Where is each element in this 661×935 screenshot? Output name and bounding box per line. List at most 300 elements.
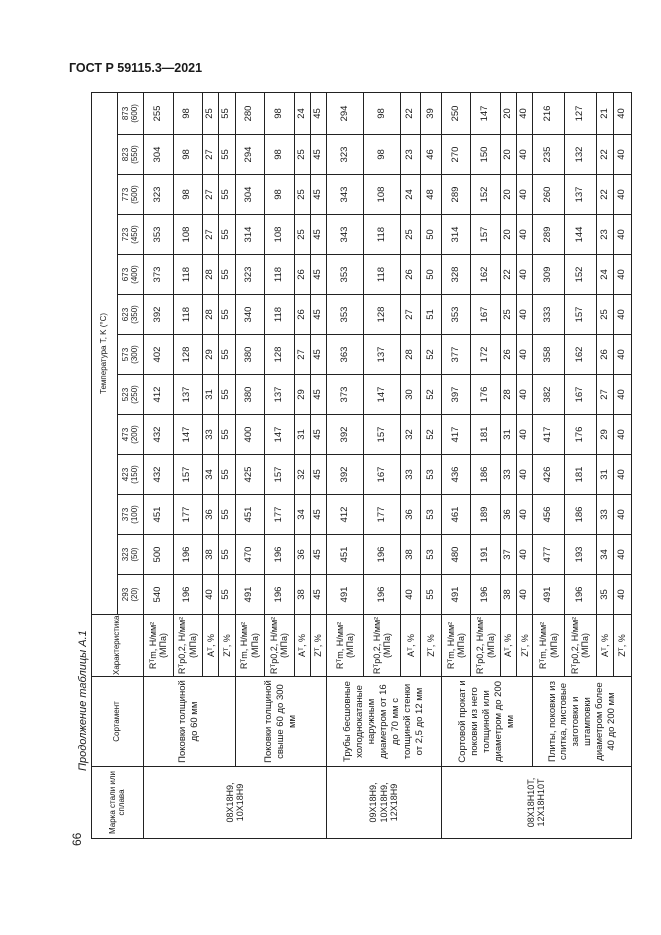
value-cell: 52 [421,335,441,375]
value-cell: 196 [364,535,401,575]
value-cell: 176 [565,415,597,455]
value-cell: 27 [596,375,613,415]
value-cell: 32 [401,415,421,455]
value-cell: 157 [471,215,501,255]
value-cell: 26 [401,255,421,295]
value-cell: 26 [500,335,516,375]
value-cell: 31 [294,415,310,455]
sortament-cell: Поковки толщиной свыше 60 до 300 мм [235,677,327,767]
rotated-table-container [91,93,632,839]
temp-header: 823 (550) [118,135,144,175]
characteristic-cell: Zᵀ, % [517,615,533,677]
value-cell: 33 [500,455,516,495]
value-cell: 491 [533,575,565,615]
value-cell: 39 [421,92,441,134]
value-cell: 392 [327,415,364,455]
value-cell: 373 [327,375,364,415]
value-cell: 40 [401,575,421,615]
value-cell: 118 [364,255,401,295]
value-cell: 402 [144,335,174,375]
value-cell: 118 [364,215,401,255]
temp-header: 473 (200) [118,415,144,455]
value-cell: 260 [533,175,565,215]
value-cell: 45 [310,335,326,375]
value-cell: 328 [441,255,471,295]
value-cell: 45 [310,415,326,455]
value-cell: 55 [219,135,235,175]
value-cell: 255 [144,92,174,134]
characteristic-cell: Rᵀm, Н/мм² (МПа) [235,615,265,677]
value-cell: 186 [471,455,501,495]
value-cell: 181 [565,455,597,495]
value-cell: 34 [203,455,219,495]
value-cell: 451 [235,495,265,535]
value-cell: 425 [235,455,265,495]
value-cell: 128 [265,335,295,375]
value-cell: 157 [364,415,401,455]
value-cell: 40 [517,295,533,335]
table-row [533,92,565,838]
value-cell: 491 [327,575,364,615]
characteristic-cell: Rᵀp0,2, Н/мм² (МПа) [565,615,597,677]
value-cell: 309 [533,255,565,295]
value-cell: 343 [327,175,364,215]
value-cell: 98 [265,135,295,175]
value-cell: 177 [265,495,295,535]
characteristic-cell: Zᵀ, % [614,615,632,677]
value-cell: 323 [235,255,265,295]
characteristic-cell: Zᵀ, % [310,615,326,677]
value-cell: 40 [517,495,533,535]
value-cell: 52 [421,415,441,455]
characteristic-cell: Aᵀ, % [401,615,421,677]
value-cell: 33 [203,415,219,455]
value-cell: 363 [327,335,364,375]
value-cell: 152 [471,175,501,215]
value-cell: 40 [614,255,632,295]
value-cell: 108 [265,215,295,255]
value-cell: 270 [441,135,471,175]
value-cell: 20 [500,215,516,255]
value-cell: 358 [533,335,565,375]
value-cell: 29 [203,335,219,375]
value-cell: 40 [614,135,632,175]
table-row [327,92,364,838]
value-cell: 137 [265,375,295,415]
value-cell: 353 [144,215,174,255]
value-cell: 35 [596,575,613,615]
value-cell: 98 [173,135,203,175]
value-cell: 20 [500,175,516,215]
temp-header: 373 (100) [118,495,144,535]
value-cell: 377 [441,335,471,375]
value-cell: 40 [614,215,632,255]
value-cell: 53 [421,535,441,575]
value-cell: 45 [310,215,326,255]
value-cell: 98 [364,92,401,134]
value-cell: 45 [310,295,326,335]
value-cell: 98 [265,175,295,215]
characteristic-cell: Aᵀ, % [294,615,310,677]
value-cell: 157 [265,455,295,495]
sortament-cell: Поковки толщиной до 60 мм [144,677,236,767]
value-cell: 181 [471,415,501,455]
properties-table [91,92,632,839]
value-cell: 45 [310,255,326,295]
value-cell: 40 [614,495,632,535]
value-cell: 128 [173,335,203,375]
value-cell: 40 [517,375,533,415]
value-cell: 20 [500,135,516,175]
value-cell: 23 [596,215,613,255]
value-cell: 40 [517,415,533,455]
value-cell: 28 [401,335,421,375]
value-cell: 98 [173,175,203,215]
value-cell: 40 [517,455,533,495]
value-cell: 40 [614,295,632,335]
value-cell: 147 [173,415,203,455]
value-cell: 235 [533,135,565,175]
value-cell: 53 [421,495,441,535]
value-cell: 289 [533,215,565,255]
value-cell: 172 [471,335,501,375]
value-cell: 55 [219,535,235,575]
value-cell: 132 [565,135,597,175]
page-number: 66 [70,832,84,846]
value-cell: 27 [401,295,421,335]
value-cell: 177 [364,495,401,535]
value-cell: 436 [441,455,471,495]
value-cell: 25 [596,295,613,335]
value-cell: 127 [565,92,597,134]
value-cell: 25 [294,135,310,175]
value-cell: 150 [471,135,501,175]
value-cell: 40 [517,535,533,575]
value-cell: 477 [533,535,565,575]
table-row [441,92,471,838]
value-cell: 500 [144,535,174,575]
value-cell: 55 [219,415,235,455]
value-cell: 33 [596,495,613,535]
value-cell: 45 [310,535,326,575]
temp-header: 573 (300) [118,335,144,375]
value-cell: 31 [500,415,516,455]
temp-header: 323 (50) [118,535,144,575]
temp-header: 423 (150) [118,455,144,495]
value-cell: 412 [144,375,174,415]
value-cell: 353 [327,255,364,295]
value-cell: 36 [294,535,310,575]
header-grade: Марка стали или сплава [92,767,144,839]
value-cell: 392 [144,295,174,335]
value-cell: 22 [401,92,421,134]
grade-cell: 08X18H9, 10X18H9 [144,767,327,839]
value-cell: 45 [310,455,326,495]
value-cell: 52 [421,375,441,415]
value-cell: 147 [265,415,295,455]
value-cell: 31 [596,455,613,495]
temp-header: 293 (20) [118,575,144,615]
value-cell: 451 [144,495,174,535]
value-cell: 98 [364,135,401,175]
value-cell: 25 [294,215,310,255]
value-cell: 25 [500,295,516,335]
value-cell: 22 [596,135,613,175]
value-cell: 55 [219,455,235,495]
value-cell: 40 [614,455,632,495]
value-cell: 51 [421,295,441,335]
value-cell: 147 [364,375,401,415]
value-cell: 380 [235,375,265,415]
value-cell: 196 [265,575,295,615]
value-cell: 20 [500,92,516,134]
characteristic-cell: Rᵀm, Н/мм² (МПа) [144,615,174,677]
grade-cell: 08X18H10T, 12X18H10T [441,767,631,839]
characteristic-cell: Rᵀm, Н/мм² (МПа) [533,615,565,677]
value-cell: 250 [441,92,471,134]
value-cell: 108 [364,175,401,215]
value-cell: 412 [327,495,364,535]
value-cell: 23 [401,135,421,175]
value-cell: 280 [235,92,265,134]
value-cell: 373 [144,255,174,295]
value-cell: 323 [144,175,174,215]
value-cell: 26 [294,295,310,335]
grade-cell: 09X18H9, 10X18H9, 12X18H9 [327,767,442,839]
characteristic-cell: Rᵀp0,2, Н/мм² (МПа) [265,615,295,677]
value-cell: 55 [421,575,441,615]
temp-header: 773 (500) [118,175,144,215]
value-cell: 392 [327,455,364,495]
characteristic-cell: Rᵀp0,2, Н/мм² (МПа) [173,615,203,677]
characteristic-cell: Rᵀp0,2, Н/мм² (МПа) [364,615,401,677]
value-cell: 491 [441,575,471,615]
value-cell: 167 [364,455,401,495]
value-cell: 196 [265,535,295,575]
value-cell: 45 [310,375,326,415]
value-cell: 294 [235,135,265,175]
value-cell: 27 [294,335,310,375]
value-cell: 176 [471,375,501,415]
temp-header: 523 (250) [118,375,144,415]
value-cell: 40 [517,175,533,215]
value-cell: 50 [421,215,441,255]
value-cell: 167 [471,295,501,335]
value-cell: 29 [596,415,613,455]
value-cell: 36 [203,495,219,535]
value-cell: 40 [614,375,632,415]
value-cell: 137 [565,175,597,215]
value-cell: 193 [565,535,597,575]
characteristic-cell: Rᵀm, Н/мм² (МПа) [327,615,364,677]
value-cell: 353 [327,295,364,335]
value-cell: 480 [441,535,471,575]
value-cell: 417 [441,415,471,455]
value-cell: 40 [517,335,533,375]
value-cell: 31 [203,375,219,415]
value-cell: 196 [173,575,203,615]
value-cell: 27 [203,215,219,255]
value-cell: 323 [327,135,364,175]
value-cell: 40 [517,215,533,255]
characteristic-cell: Zᵀ, % [219,615,235,677]
value-cell: 98 [265,92,295,134]
value-cell: 456 [533,495,565,535]
value-cell: 33 [401,455,421,495]
value-cell: 137 [173,375,203,415]
value-cell: 50 [421,255,441,295]
header-characteristic: Характеристика [92,615,144,677]
value-cell: 294 [327,92,364,134]
value-cell: 289 [441,175,471,215]
value-cell: 55 [219,495,235,535]
value-cell: 118 [265,295,295,335]
value-cell: 40 [614,415,632,455]
value-cell: 22 [500,255,516,295]
value-cell: 314 [235,215,265,255]
value-cell: 38 [203,535,219,575]
value-cell: 40 [517,575,533,615]
value-cell: 432 [144,415,174,455]
value-cell: 417 [533,415,565,455]
sortament-cell: Плиты, поковки из слитка, листовые заготовки и штамповки диаметром более 40 до 200 мм [533,677,632,767]
value-cell: 45 [310,495,326,535]
value-cell: 118 [173,295,203,335]
value-cell: 34 [294,495,310,535]
value-cell: 196 [471,575,501,615]
temp-header: 623 (350) [118,295,144,335]
value-cell: 461 [441,495,471,535]
value-cell: 152 [565,255,597,295]
value-cell: 157 [565,295,597,335]
value-cell: 470 [235,535,265,575]
value-cell: 53 [421,455,441,495]
value-cell: 40 [614,335,632,375]
value-cell: 28 [203,255,219,295]
value-cell: 137 [364,335,401,375]
value-cell: 21 [596,92,613,134]
value-cell: 55 [219,215,235,255]
value-cell: 118 [173,255,203,295]
value-cell: 45 [310,92,326,134]
value-cell: 55 [219,575,235,615]
value-cell: 216 [533,92,565,134]
value-cell: 26 [294,255,310,295]
value-cell: 55 [219,335,235,375]
value-cell: 162 [471,255,501,295]
value-cell: 34 [596,535,613,575]
value-cell: 128 [364,295,401,335]
value-cell: 24 [294,92,310,134]
table-row [235,92,265,838]
value-cell: 382 [533,375,565,415]
value-cell: 27 [203,135,219,175]
value-cell: 98 [173,92,203,134]
value-cell: 28 [203,295,219,335]
temp-header: 723 (450) [118,215,144,255]
value-cell: 167 [565,375,597,415]
value-cell: 32 [294,455,310,495]
value-cell: 24 [401,175,421,215]
value-cell: 45 [310,575,326,615]
value-cell: 314 [441,215,471,255]
value-cell: 186 [565,495,597,535]
value-cell: 343 [327,215,364,255]
value-cell: 25 [401,215,421,255]
value-cell: 30 [401,375,421,415]
value-cell: 40 [517,255,533,295]
value-cell: 157 [173,455,203,495]
value-cell: 540 [144,575,174,615]
value-cell: 45 [310,175,326,215]
value-cell: 55 [219,175,235,215]
value-cell: 432 [144,455,174,495]
header-sortament: Сортамент [92,677,144,767]
sortament-cell: Трубы бесшовные холоднокатаные наружным диаметром от 16 до 70 мм с толщиной стенки от 2,5 до 12 мм [327,677,442,767]
value-cell: 108 [173,215,203,255]
temp-header: 673 (400) [118,255,144,295]
value-cell: 400 [235,415,265,455]
value-cell: 36 [401,495,421,535]
value-cell: 304 [144,135,174,175]
value-cell: 451 [327,535,364,575]
value-cell: 426 [533,455,565,495]
value-cell: 26 [596,335,613,375]
value-cell: 28 [500,375,516,415]
value-cell: 38 [401,535,421,575]
sortament-cell: Сортовой прокат и поковки из него толщиной или диаметром до 200 мм [441,677,533,767]
value-cell: 40 [614,92,632,134]
value-cell: 55 [219,92,235,134]
value-cell: 491 [235,575,265,615]
table-row [144,92,174,838]
value-cell: 118 [265,255,295,295]
value-cell: 24 [596,255,613,295]
value-cell: 380 [235,335,265,375]
value-cell: 196 [364,575,401,615]
value-cell: 55 [219,255,235,295]
characteristic-cell: Rᵀm, Н/мм² (МПа) [441,615,471,677]
header-temperature: Температура T, K (°C) [92,92,118,614]
value-cell: 40 [517,92,533,134]
value-cell: 147 [471,92,501,134]
value-cell: 340 [235,295,265,335]
value-cell: 36 [500,495,516,535]
characteristic-cell: Rᵀp0,2, Н/мм² (МПа) [471,615,501,677]
value-cell: 40 [203,575,219,615]
value-cell: 196 [565,575,597,615]
characteristic-cell: Zᵀ, % [421,615,441,677]
value-cell: 333 [533,295,565,335]
value-cell: 196 [173,535,203,575]
value-cell: 37 [500,535,516,575]
value-cell: 46 [421,135,441,175]
value-cell: 397 [441,375,471,415]
value-cell: 25 [203,92,219,134]
characteristic-cell: Aᵀ, % [203,615,219,677]
value-cell: 189 [471,495,501,535]
standard-header: ГОСТ Р 59115.3—2021 [69,61,203,75]
table-caption: Продолжение таблицы А.1 [77,630,89,771]
value-cell: 22 [596,175,613,215]
value-cell: 177 [173,495,203,535]
value-cell: 40 [614,575,632,615]
value-cell: 144 [565,215,597,255]
value-cell: 40 [614,535,632,575]
value-cell: 55 [219,295,235,335]
value-cell: 353 [441,295,471,335]
value-cell: 48 [421,175,441,215]
